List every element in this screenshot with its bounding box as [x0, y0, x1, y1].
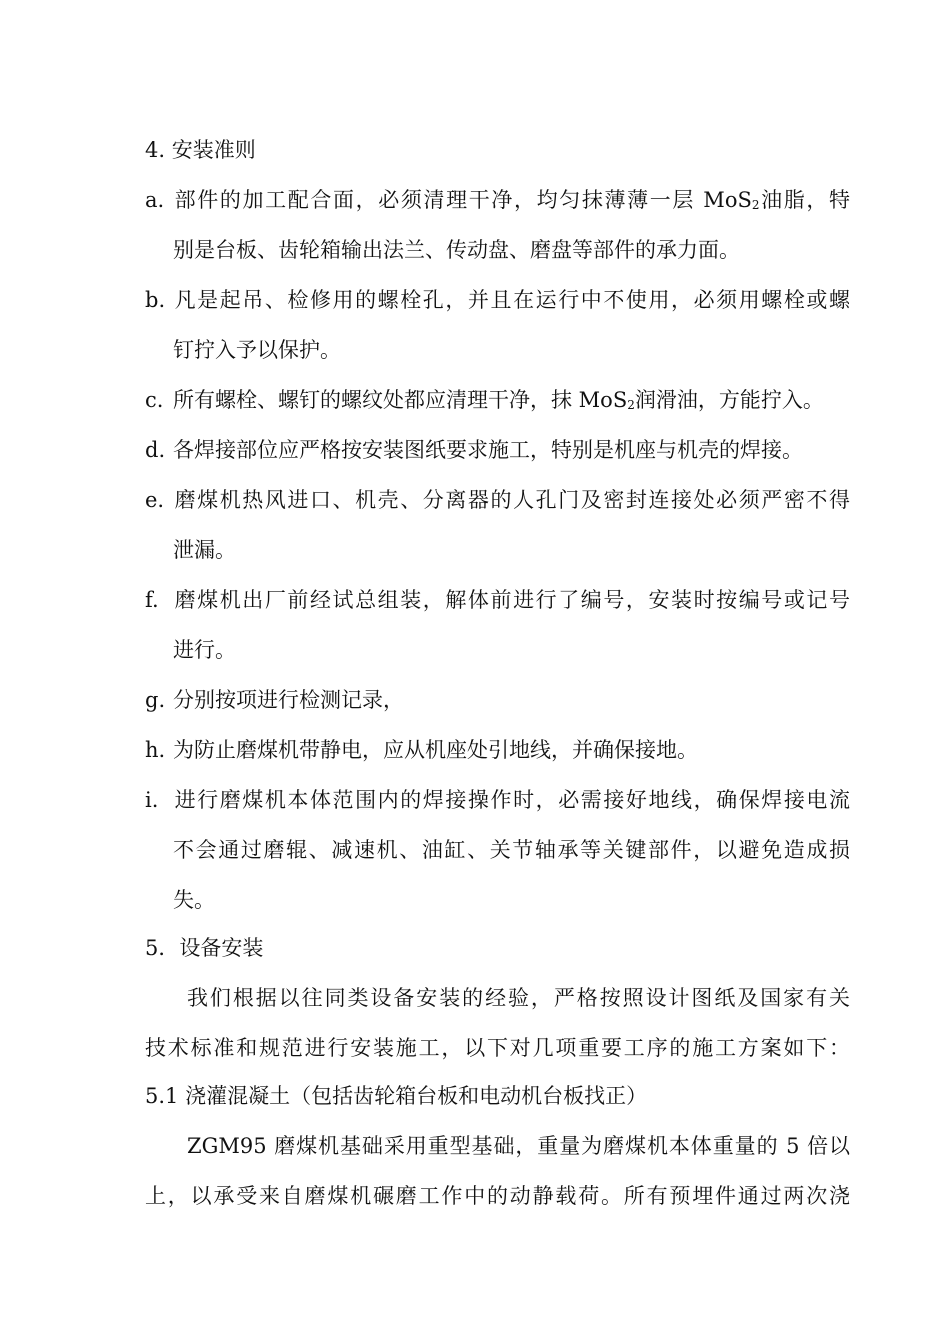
list-marker: a.: [145, 188, 165, 212]
list-item-a-line-1: [145, 175, 850, 225]
list-marker: e.: [145, 488, 165, 512]
list-item-e-line-1: [145, 475, 850, 525]
section-5-heading: 5．设备安装: [145, 936, 264, 960]
list-item-text: 润滑油，方能拧入。: [634, 388, 824, 412]
list-marker: b.: [145, 288, 166, 312]
subscript: 2: [751, 198, 760, 212]
list-item-g-line-1: [145, 675, 850, 725]
list-marker: f.: [145, 588, 159, 612]
list-item-text: 油脂，特: [759, 188, 850, 212]
list-item-i-line-2: 不会通过磨辊、减速机、油缸、关节轴承等关键部件，以避免造成损: [173, 838, 850, 862]
list-item-text: 进行磨煤机本体范围内的焊接操作时，必需接好地线，确保焊接电流: [173, 788, 850, 812]
paragraph-1-line-2: 技术标准和规范进行安装施工，以下对几项重要工序的施工方案如下：: [145, 1036, 850, 1060]
list-marker: g.: [145, 688, 166, 712]
list-item-f-line-1: [145, 575, 850, 625]
list-item-text: 为防止磨煤机带静电，应从机座处引地线，并确保接地。: [173, 738, 698, 762]
list-item-text: 分别按项进行检测记录，: [173, 688, 404, 712]
subscript: 2: [627, 398, 635, 412]
paragraph-2-line-1: ZGM95 磨煤机基础采用重型基础，重量为磨煤机本体重量的 5 倍以: [187, 1134, 850, 1158]
section-4-heading: 4. 安装准则: [145, 138, 256, 162]
list-item-text: 所有螺栓、螺钉的螺纹处都应清理干净，抹 MoS: [173, 388, 628, 412]
list-item-e-line-2: 泄漏。: [173, 538, 236, 562]
list-item-text: 各焊接部位应严格按安装图纸要求施工，特别是机座与机壳的焊接。: [173, 438, 803, 462]
list-item-i-line-3: 失。: [173, 888, 215, 912]
list-item-a-line-2: 别是台板、齿轮箱输出法兰、传动盘、磨盘等部件的承力面。: [173, 238, 740, 262]
paragraph-2-line-2: 上，以承受来自磨煤机碾磨工作中的动静载荷。所有预埋件通过两次浇: [145, 1184, 850, 1208]
list-item-h-line-1: [145, 725, 850, 775]
list-item-text: 磨煤机出厂前经试总组装，解体前进行了编号，安装时按编号或记号: [173, 588, 850, 612]
list-item-text: 凡是起吊、检修用的螺栓孔，并且在运行中不使用，必须用螺栓或螺: [173, 288, 850, 312]
list-item-text: 部件的加工配合面，必须清理干净，均匀抹薄薄一层 MoS: [173, 188, 752, 212]
list-item-c-line-1: [145, 375, 850, 425]
list-marker: h.: [145, 738, 166, 762]
list-marker: c.: [145, 388, 164, 412]
list-item-f-line-2: 进行。: [173, 638, 236, 662]
list-marker: i.: [145, 788, 159, 812]
list-item-b-line-1: [145, 275, 850, 325]
list-item-i-line-1: [145, 775, 850, 825]
list-item-b-line-2: 钉拧入予以保护。: [173, 338, 341, 362]
list-item-d-line-1: [145, 425, 850, 475]
list-item-text: 磨煤机热风进口、机壳、分离器的人孔门及密封连接处必须严密不得: [173, 488, 850, 512]
paragraph-1-line-1: 我们根据以往同类设备安装的经验，严格按照设计图纸及国家有关: [187, 986, 850, 1010]
section-5-1-heading: 5.1 浇灌混凝土（包括齿轮箱台板和电动机台板找正）: [145, 1084, 648, 1108]
list-marker: d.: [145, 438, 166, 462]
